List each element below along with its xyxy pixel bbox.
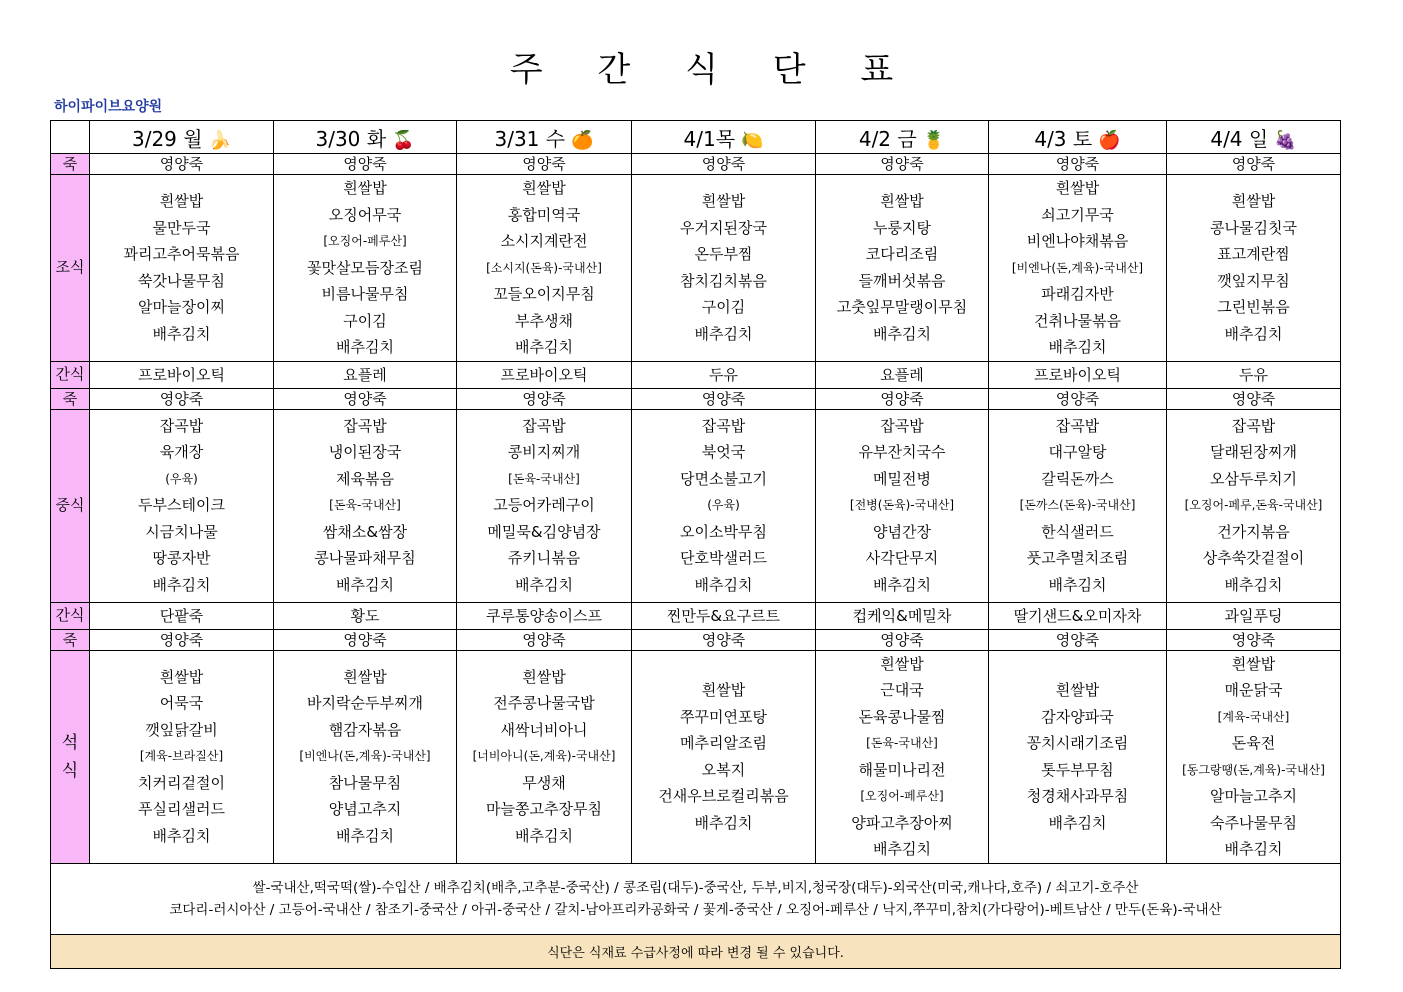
menu-item: 유부잔치국수 bbox=[858, 443, 946, 462]
weekly-menu-table bbox=[50, 120, 1341, 969]
porridge-item: 영양죽 bbox=[1167, 388, 1341, 409]
porridge-item: 영양죽 bbox=[632, 388, 816, 409]
menu-item: 알마늘장이찌 bbox=[138, 298, 225, 317]
menu-item: 잡곡밥 bbox=[880, 416, 924, 435]
menu-item: 흰쌀밥 bbox=[701, 681, 746, 699]
porridge-item: 영양죽 bbox=[90, 154, 274, 175]
menu-item: 구이김 bbox=[701, 298, 746, 317]
menu-item: 우거지된장국 bbox=[680, 218, 767, 237]
menu-item: [소시지(돈육)-국내산] bbox=[486, 260, 602, 275]
menu-item: 흰쌀밥 bbox=[343, 667, 387, 686]
breakfast-cell bbox=[90, 175, 274, 362]
menu-item: [돈까스(돈육)-국내산] bbox=[1019, 498, 1136, 513]
menu-item: 배추김치 bbox=[1048, 338, 1107, 356]
menu-item: 숙주나물무침 bbox=[1210, 813, 1297, 832]
menu-item: 육개장 bbox=[159, 443, 204, 462]
menu-item: 매운닭국 bbox=[1224, 681, 1283, 699]
menu-item: 한식샐러드 bbox=[1041, 522, 1114, 541]
lunch-cell bbox=[989, 409, 1167, 602]
breakfast-cell bbox=[989, 175, 1167, 362]
menu-item: 깻잎지무침 bbox=[1217, 271, 1290, 290]
day-header bbox=[457, 121, 632, 154]
lunch-cell bbox=[1167, 409, 1341, 602]
orange-icon: 🍊 bbox=[571, 129, 594, 151]
menu-item: 파래김자반 bbox=[1041, 285, 1114, 303]
menu-item: 배추김치 bbox=[1224, 324, 1283, 343]
dinner-cell bbox=[989, 650, 1167, 863]
menu-item: 흰쌀밥 bbox=[159, 667, 204, 686]
menu-item: [오징어-페루산] bbox=[860, 789, 944, 803]
corner-cell bbox=[51, 121, 90, 154]
menu-item: 흰쌀밥 bbox=[522, 667, 566, 686]
menu-item: 잡곡밥 bbox=[159, 416, 204, 435]
menu-item: [돈육-국내산] bbox=[866, 736, 938, 750]
notice-row bbox=[51, 934, 1341, 968]
menu-item: 콩나물파채무침 bbox=[314, 549, 416, 568]
porridge-label: 죽 bbox=[51, 629, 90, 650]
snack-item: 프로바이오틱 bbox=[90, 361, 274, 388]
menu-item: 잡곡밥 bbox=[1231, 416, 1276, 435]
menu-item: [오징어-페루산] bbox=[323, 234, 407, 248]
menu-item: 달래된장찌개 bbox=[1210, 443, 1297, 462]
breakfast-cell bbox=[816, 175, 989, 362]
menu-item: 배추김치 bbox=[873, 840, 931, 858]
menu-item: 배추김치 bbox=[336, 826, 394, 845]
menu-item: 양념간장 bbox=[873, 522, 931, 541]
day-label: 3/29 월 bbox=[131, 126, 203, 151]
menu-item: 고춧잎무말랭이무침 bbox=[836, 298, 968, 317]
menu-item: 톳두부무침 bbox=[1041, 760, 1114, 779]
menu-item: 콩나물김칫국 bbox=[1210, 218, 1297, 237]
menu-item: 배추김치 bbox=[873, 324, 931, 343]
menu-item: 오복지 bbox=[701, 760, 746, 779]
porridge-item: 영양죽 bbox=[816, 154, 989, 175]
menu-item: 꽃맛살모듬장조림 bbox=[307, 258, 423, 277]
menu-item: [비엔나(돈,계육)-국내산] bbox=[1011, 260, 1144, 275]
origin-line: 쌀-국내산,떡국떡(쌀)-수입산 / 배추김치(배추,고추분-중국산) / 콩조림(대두)-중국산, 두부,비지,청국장(대두)-외국산(미국,캐나다,호주) / 쇠고기-호주산 bbox=[252, 879, 1139, 896]
menu-item: 오삼두루치기 bbox=[1210, 469, 1297, 488]
menu-item: 코다리조림 bbox=[865, 245, 939, 264]
menu-item: 흰쌀밥 bbox=[159, 192, 204, 211]
dinner-porridge-row bbox=[51, 629, 1341, 650]
menu-item: 잡곡밥 bbox=[701, 416, 746, 435]
menu-item: [너비아니(돈,계육)-국내산] bbox=[472, 749, 616, 764]
menu-item: [오징어-페루,돈육-국내산] bbox=[1184, 498, 1323, 513]
menu-item: 배추김치 bbox=[694, 324, 753, 343]
menu-item: 근대국 bbox=[880, 681, 924, 699]
menu-item: 들깨버섯볶음 bbox=[858, 271, 946, 290]
snack-item: 딸기샌드&오미자차 bbox=[989, 602, 1167, 629]
menu-item: 쌈채소&쌈장 bbox=[322, 522, 408, 541]
menu-item: 냉이된장국 bbox=[328, 443, 402, 462]
day-header bbox=[989, 121, 1167, 154]
menu-item: 비름나물무침 bbox=[321, 285, 409, 303]
breakfast-cell bbox=[457, 175, 632, 362]
menu-item: 어묵국 bbox=[159, 694, 204, 713]
menu-item: 무생채 bbox=[522, 773, 566, 792]
porridge-item: 영양죽 bbox=[457, 154, 632, 175]
porridge-item: 영양죽 bbox=[457, 388, 632, 409]
lemon-icon: 🍋 bbox=[741, 129, 764, 151]
snack-item: 단팥죽 bbox=[90, 602, 274, 629]
menu-item: 청경채사과무침 bbox=[1026, 787, 1129, 805]
origin-line: 코다리-러시아산 / 고등어-국내산 / 참조기-중국산 / 아귀-중국산 / 갈치-남아프리카공화국 / 꽃게-중국산 / 오징어-페루산 / 낙지,쭈꾸미,참치(가다랑어)-베트남산 / 만두(돈육)-국내산 bbox=[169, 901, 1222, 918]
menu-item: 소시지계란전 bbox=[500, 232, 588, 250]
lunch-porridge-row bbox=[51, 388, 1341, 409]
dinner-cell bbox=[90, 650, 274, 863]
porridge-item: 영양죽 bbox=[989, 388, 1167, 409]
menu-item: 콩비지찌개 bbox=[507, 443, 581, 462]
menu-item: [계육-국내산] bbox=[1217, 709, 1290, 724]
menu-item: 메밀전병 bbox=[873, 469, 931, 488]
breakfast-cell bbox=[1167, 175, 1341, 362]
menu-item: 건가지볶음 bbox=[1217, 522, 1290, 541]
menu-item: 쇠고기무국 bbox=[1041, 205, 1114, 224]
porridge-item: 영양죽 bbox=[274, 629, 457, 650]
breakfast-label: 조식 bbox=[51, 175, 90, 362]
snack-item: 황도 bbox=[274, 602, 457, 629]
origin-row bbox=[51, 863, 1341, 934]
dinner-cell bbox=[274, 650, 457, 863]
menu-item: 깻잎닭갈비 bbox=[145, 720, 218, 739]
menu-item: 흰쌀밥 bbox=[1231, 192, 1276, 211]
menu-item: 치커리겉절이 bbox=[138, 773, 225, 792]
menu-item: 배추김치 bbox=[152, 575, 211, 594]
menu-item: 감자양파국 bbox=[1041, 707, 1114, 726]
page-title: 주 간 식 단 표 bbox=[509, 50, 916, 90]
change-notice: 식단은 식재료 수급사정에 따라 변경 될 수 있습니다. bbox=[51, 934, 1341, 968]
menu-item: 표고계란찜 bbox=[1217, 245, 1290, 264]
menu-item: 대구알탕 bbox=[1048, 443, 1107, 462]
menu-item: 사각단무지 bbox=[865, 549, 939, 568]
menu-item: 풋고추멸치조림 bbox=[1026, 549, 1129, 568]
snack-item: 과일푸딩 bbox=[1167, 602, 1341, 629]
menu-item: 푸실리샐러드 bbox=[138, 800, 225, 819]
menu-item: 흰쌀밥 bbox=[1231, 654, 1276, 673]
lunch-cell bbox=[90, 409, 274, 602]
menu-item: 흰쌀밥 bbox=[880, 192, 924, 211]
menu-item: 시금치나물 bbox=[145, 522, 218, 541]
dinner-row bbox=[51, 650, 1341, 863]
snack-item: 두유 bbox=[1167, 361, 1341, 388]
menu-item: [비엔나(돈,계육)-국내산] bbox=[299, 749, 431, 764]
porridge-item: 영양죽 bbox=[457, 629, 632, 650]
porridge-label: 죽 bbox=[51, 388, 90, 409]
menu-item: 배추김치 bbox=[152, 324, 211, 343]
menu-item: 마늘쫑고추장무침 bbox=[486, 800, 602, 819]
menu-item: 땅콩자반 bbox=[152, 549, 211, 568]
day-header-row bbox=[51, 121, 1341, 154]
menu-item: 상추쑥갓겉절이 bbox=[1202, 549, 1305, 568]
dinner-cell bbox=[1167, 650, 1341, 863]
menu-item: 돈육콩나물찜 bbox=[858, 707, 946, 726]
menu-item: 온두부찜 bbox=[694, 245, 753, 264]
menu-item: 그린빈볶음 bbox=[1217, 298, 1290, 317]
dinner-cell bbox=[632, 650, 816, 863]
menu-item: 배추김치 bbox=[1048, 575, 1107, 594]
breakfast-cell bbox=[274, 175, 457, 362]
menu-item: 물만두국 bbox=[152, 218, 211, 237]
porridge-item: 영양죽 bbox=[1167, 629, 1341, 650]
menu-item: 배추김치 bbox=[1048, 813, 1107, 832]
day-label: 3/31 수 bbox=[494, 126, 566, 151]
menu-item: 건새우브로컬리볶음 bbox=[658, 787, 789, 805]
menu-item: 배추김치 bbox=[152, 826, 211, 845]
porridge-item: 영양죽 bbox=[274, 154, 457, 175]
menu-item: [돈육-국내산] bbox=[329, 498, 401, 513]
dinner-label-1: 석 bbox=[61, 732, 79, 753]
menu-item: 흰쌀밥 bbox=[522, 179, 566, 197]
menu-item: [동그랑땡(돈,계육)-국내산] bbox=[1182, 762, 1325, 777]
menu-item: 흰쌀밥 bbox=[343, 179, 387, 197]
menu-item: [전병(돈육)-국내산] bbox=[849, 498, 955, 513]
morning-snack-row bbox=[51, 361, 1341, 388]
cherry-icon: 🍒 bbox=[392, 129, 415, 151]
porridge-item: 영양죽 bbox=[632, 154, 816, 175]
menu-item: 제육볶음 bbox=[336, 469, 394, 488]
menu-item: 흰쌀밥 bbox=[1055, 179, 1100, 197]
lunch-cell bbox=[274, 409, 457, 602]
menu-item: 햄감자볶음 bbox=[328, 720, 402, 739]
day-label: 3/30 화 bbox=[315, 126, 387, 151]
menu-item: 잡곡밥 bbox=[522, 416, 566, 435]
menu-item: 돈육전 bbox=[1231, 734, 1276, 752]
menu-item: 배추김치 bbox=[336, 338, 394, 356]
menu-item: 쥬키니볶음 bbox=[507, 549, 581, 568]
day-label: 4/4 일 bbox=[1210, 126, 1269, 151]
dinner-cell bbox=[816, 650, 989, 863]
menu-item: 흰쌀밥 bbox=[880, 654, 924, 673]
menu-item: 당면소불고기 bbox=[680, 469, 767, 488]
menu-item: 전주콩나물국밥 bbox=[493, 694, 595, 713]
menu-item: 새싹너비아니 bbox=[500, 720, 588, 739]
menu-item: 배추김치 bbox=[515, 826, 573, 845]
menu-item: 단호박샐러드 bbox=[680, 549, 767, 568]
menu-item: 메밀묵&김양념장 bbox=[487, 522, 601, 541]
afternoon-snack-row bbox=[51, 602, 1341, 629]
origin-info bbox=[51, 863, 1341, 934]
snack-label: 간식 bbox=[51, 602, 90, 629]
pineapple-icon: 🍍 bbox=[922, 129, 946, 151]
apple-icon: 🍎 bbox=[1098, 129, 1121, 151]
snack-item: 요플레 bbox=[816, 361, 989, 388]
grape-icon: 🍇 bbox=[1274, 129, 1297, 151]
menu-item: 배추김치 bbox=[1224, 840, 1283, 858]
banana-icon: 🍌 bbox=[208, 129, 231, 151]
menu-item: 갈릭돈까스 bbox=[1041, 469, 1114, 488]
porridge-item: 영양죽 bbox=[90, 629, 274, 650]
porridge-item: 영양죽 bbox=[989, 154, 1167, 175]
porridge-item: 영양죽 bbox=[90, 388, 274, 409]
menu-item: 두부스테이크 bbox=[138, 496, 225, 515]
lunch-cell bbox=[632, 409, 816, 602]
menu-item: 참나물무침 bbox=[328, 773, 402, 792]
menu-item: 양념고추지 bbox=[328, 800, 402, 819]
snack-label: 간식 bbox=[51, 361, 90, 388]
lunch-row bbox=[51, 409, 1341, 602]
day-label: 4/3 토 bbox=[1034, 126, 1093, 151]
breakfast-porridge-row bbox=[51, 154, 1341, 175]
menu-item: 배추김치 bbox=[515, 575, 573, 594]
snack-item: 컵케익&메밀차 bbox=[816, 602, 989, 629]
menu-item: 알마늘고추지 bbox=[1210, 787, 1297, 805]
menu-item: 건취나물볶음 bbox=[1034, 311, 1121, 330]
dinner-label bbox=[51, 650, 90, 863]
menu-item: 쭈꾸미연포탕 bbox=[680, 707, 767, 726]
menu-item: 배추김치 bbox=[1224, 575, 1283, 594]
menu-item: 오징어무국 bbox=[328, 205, 402, 224]
menu-item: 잡곡밥 bbox=[1055, 416, 1100, 435]
menu-item: (우육) bbox=[165, 471, 198, 486]
snack-item: 요플레 bbox=[274, 361, 457, 388]
snack-item: 두유 bbox=[632, 361, 816, 388]
menu-item: 북엇국 bbox=[701, 443, 746, 462]
day-label: 4/2 금 bbox=[858, 126, 917, 151]
menu-item: 배추김치 bbox=[515, 338, 573, 356]
dinner-label-2: 식 bbox=[61, 760, 79, 781]
menu-item: (우육) bbox=[707, 498, 740, 513]
menu-item: 비엔나야채볶음 bbox=[1026, 232, 1129, 250]
porridge-item: 영양죽 bbox=[989, 629, 1167, 650]
porridge-item: 영양죽 bbox=[816, 388, 989, 409]
lunch-label: 중식 bbox=[51, 409, 90, 602]
dinner-cell bbox=[457, 650, 632, 863]
porridge-item: 영양죽 bbox=[816, 629, 989, 650]
organization-name: 하이파이브요양원 bbox=[54, 99, 163, 115]
breakfast-row bbox=[51, 175, 1341, 362]
menu-item: [돈육-국내산] bbox=[508, 471, 580, 486]
porridge-item: 영양죽 bbox=[632, 629, 816, 650]
menu-item: 꽁치시래기조림 bbox=[1026, 734, 1129, 752]
day-header bbox=[1167, 121, 1341, 154]
menu-item: 부추생채 bbox=[515, 311, 573, 330]
menu-item: [계육-브라질산] bbox=[139, 749, 224, 764]
menu-item: 쑥갓나물무침 bbox=[138, 271, 225, 290]
menu-item: 잡곡밥 bbox=[343, 416, 387, 435]
porridge-label: 죽 bbox=[51, 154, 90, 175]
menu-item: 바지락순두부찌개 bbox=[307, 694, 423, 713]
day-header bbox=[274, 121, 457, 154]
menu-item: 해물미나리전 bbox=[858, 760, 946, 779]
snack-item: 찐만두&요구르트 bbox=[632, 602, 816, 629]
snack-item: 프로바이오틱 bbox=[457, 361, 632, 388]
lunch-cell bbox=[457, 409, 632, 602]
menu-item: 배추김치 bbox=[873, 575, 931, 594]
menu-item: 양파고추장아찌 bbox=[851, 813, 953, 832]
menu-item: 메추리알조림 bbox=[680, 734, 767, 752]
menu-item: 구이김 bbox=[343, 311, 387, 330]
menu-item: 배추김치 bbox=[336, 575, 394, 594]
menu-item: 꽈리고추어묵볶음 bbox=[123, 245, 240, 264]
day-header bbox=[90, 121, 274, 154]
menu-item: 홍합미역국 bbox=[507, 205, 581, 224]
porridge-item: 영양죽 bbox=[274, 388, 457, 409]
menu-item: 오이소박무침 bbox=[680, 522, 767, 541]
snack-item: 프로바이오틱 bbox=[989, 361, 1167, 388]
day-header bbox=[632, 121, 816, 154]
menu-item: 배추김치 bbox=[694, 575, 753, 594]
menu-item: 흰쌀밥 bbox=[1055, 681, 1100, 699]
porridge-item: 영양죽 bbox=[1167, 154, 1341, 175]
menu-item: 흰쌀밥 bbox=[701, 192, 746, 211]
snack-item: 쿠루통양송이스프 bbox=[457, 602, 632, 629]
menu-item: 배추김치 bbox=[694, 813, 753, 832]
day-header bbox=[816, 121, 989, 154]
day-label: 4/1목 bbox=[683, 126, 736, 151]
menu-item: 참치김치볶음 bbox=[680, 271, 767, 290]
menu-item: 고등어카레구이 bbox=[493, 496, 595, 515]
lunch-cell bbox=[816, 409, 989, 602]
menu-item: 누룽지탕 bbox=[873, 218, 931, 237]
menu-item: 꼬들오이지무침 bbox=[493, 285, 595, 303]
breakfast-cell bbox=[632, 175, 816, 362]
